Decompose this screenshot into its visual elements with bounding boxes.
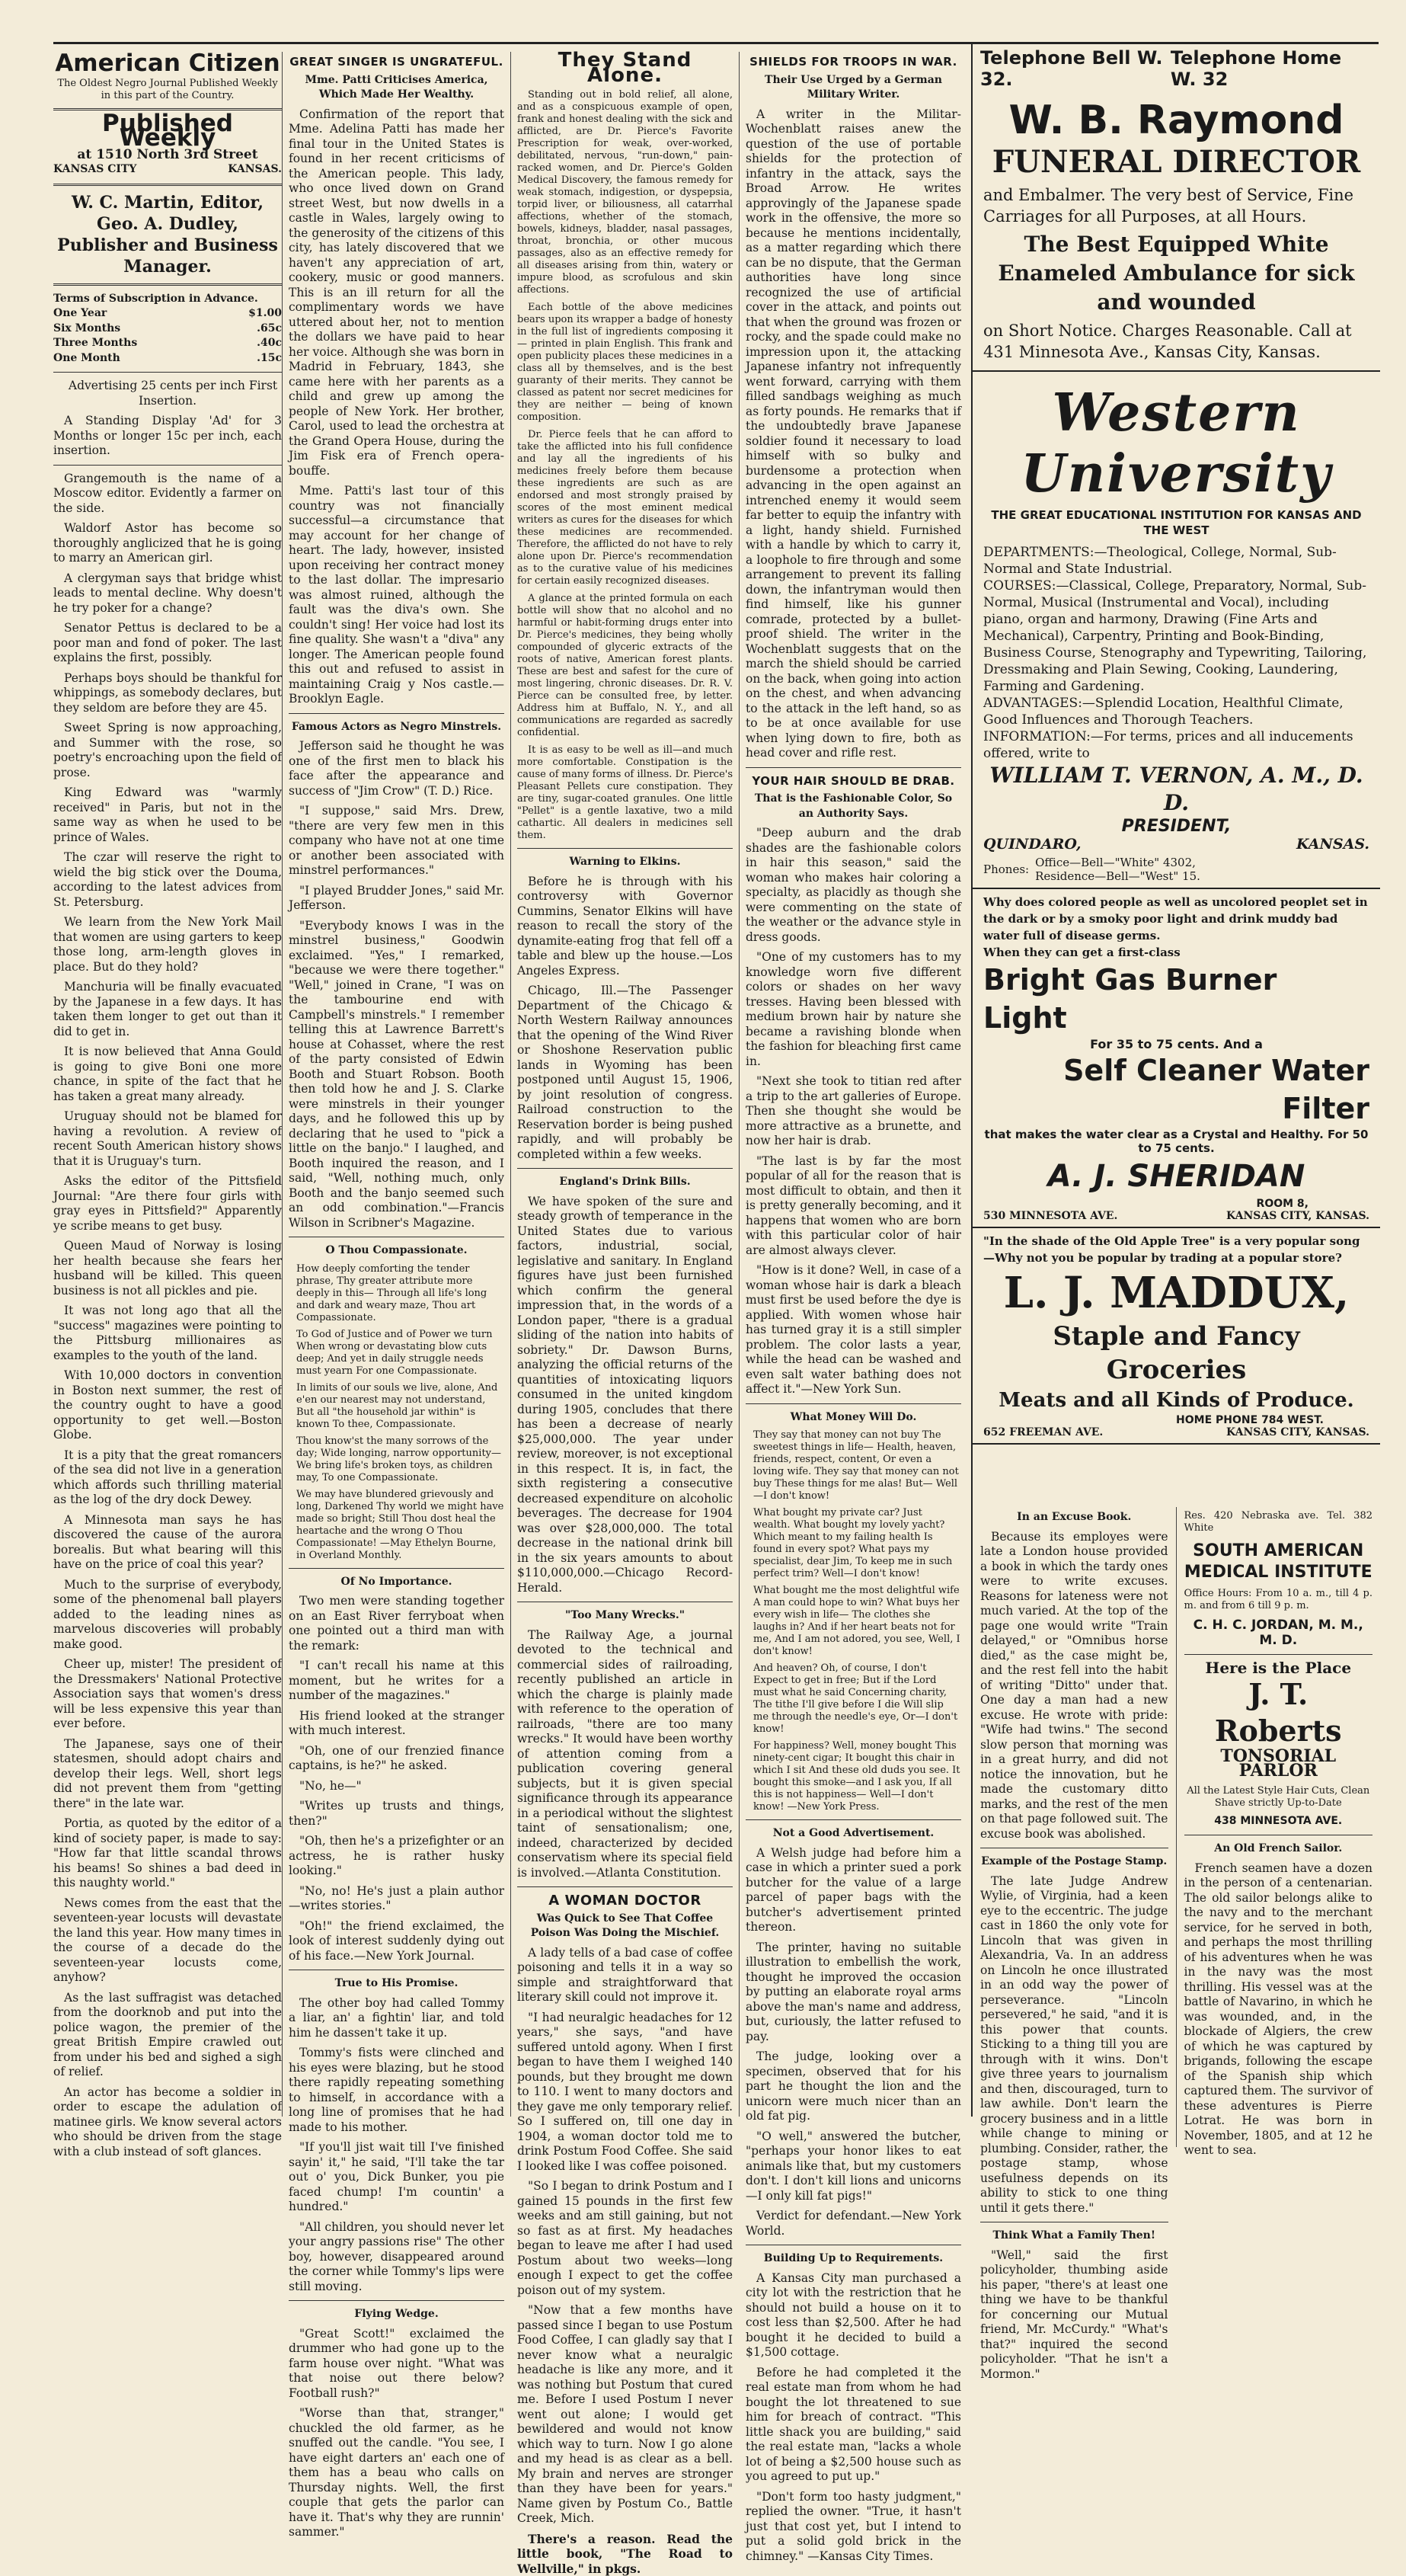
paragraph: The czar will reserve the right to wield the big stick over the Douma, according to the latest advices from St. Petersburg. bbox=[53, 850, 282, 910]
paragraph: "Oh!" the friend exclaimed, the look of interest suddenly dying out of his face.—New York Journal. bbox=[289, 1919, 504, 1964]
paragraph: The judge, looking over a specimen, observed that for his part he thought the lion and the unicorn were much nicer than an old fat pig. bbox=[746, 2050, 961, 2124]
paragraph: Manchuria will be finally evacuated by the Japanese in a few days. It has taken them longer to get out than it did to get in. bbox=[53, 980, 282, 1039]
poem-stanza: How deeply comforting the tender phrase, Thy greater attribute more deeply in this— Through all life's long and dark and weary maze, Thou art Compassionate. bbox=[296, 1263, 504, 1324]
paragraph: Waldorf Astor has become so thoroughly anglicized that he is going to marry an American girl. bbox=[53, 521, 282, 566]
paragraph: "Writes up trusts and things, then?" bbox=[289, 1799, 504, 1829]
paragraph: Tommy's fists were clinched and his eyes were blazing, but he stood there rapidly repeating something to himself, in accordance with a long line of promises that he had made to his mother. bbox=[289, 2046, 504, 2135]
bottom-left-column bbox=[973, 1507, 1177, 2147]
paragraph: An actor has become a soldier in order to escape the adulation of matinee girls. We know several actors who should be driven from the stage with a club instead of soft glances. bbox=[53, 2085, 282, 2160]
paragraph: Before he had completed it the real estate man from whom he had bought the lot threatened to sue him for breach of contract. "This little shack you are building," said the real estate man, "lacks a whole lot of being a $2,500 house such as you agreed to put up." bbox=[746, 2366, 961, 2485]
article-heading: Flying Wedge. bbox=[289, 2307, 504, 2322]
poem-heading: What Money Will Do. bbox=[746, 1410, 961, 1426]
paragraph: It is a pity that the great romancers of the sea did not live in a generation which affords such thrilling material as the log of the dry dock Dewey. bbox=[53, 1448, 282, 1508]
article-heading: Famous Actors as Negro Minstrels. bbox=[289, 720, 504, 735]
paragraph: "No, no! He's just a plain author—writes stories." bbox=[289, 1884, 504, 1914]
article-heading: They Stand Alone. bbox=[517, 53, 733, 83]
gas-price: For 35 to 75 cents. And a bbox=[983, 1037, 1369, 1051]
paragraph: News comes from the east that the seventeen-year locusts will devastate the land this year. How many times in the course of a decade do the seventeen-year locusts come, anyhow? bbox=[53, 1896, 282, 1986]
paragraph: Senator Pettus is declared to be a poor man and fond of poker. The last explains the first, possibly. bbox=[53, 621, 282, 666]
university-information: INFORMATION:—For terms, prices and all inducements offered, write to bbox=[983, 728, 1369, 762]
paragraph: Grangemouth is the name of a Moscow editor. Evidently a farmer on the side. bbox=[53, 472, 282, 517]
newspaper-page bbox=[53, 42, 1379, 2117]
article-heading: Warning to Elkins. bbox=[517, 855, 733, 870]
city-left: KANSAS CITY bbox=[53, 162, 136, 178]
paragraph: We learn from the New York Mail that women are using garters to keep those long, arm-length gloves in place. But do they hold? bbox=[53, 915, 282, 974]
paragraph: Mme. Patti's last tour of this country was not financially successful—a circumstance that may account for her change of heart. The lady, however, insisted upon receiving her contract money to the last dollar. The impresario was almost ruined, although the fault was the diva's own. She couldn't sing! Her voice had lost its fine quality. She wasn't a "diva" any longer. The American people found this out and refused to assist in maintaining Craig y Nos castle.—Brooklyn Eagle. bbox=[289, 484, 504, 707]
paragraph: The late Judge Andrew Wylie, of Virginia, had a keen eye to the eccentric. The judge cast in 1860 the only vote for Lincoln that was given in Alexandria, Va. In an address on Lincoln he once illustrated in an odd way the power of perseverance. "Lincoln persevered," he said, "and it is this power that counts. Sticking to a thing till you are through with it wins. Don't give three years to journalism and then, discouraged, turn to law awhile. Don't learn the grocery business and in a little while change to mining or plumbing. Consider, rather, the postage stamp, whose usefulness depends on its ability to stick to one thing until it gets there." bbox=[980, 1874, 1168, 2216]
paragraph: Verdict for defendant.—New York World. bbox=[746, 2209, 961, 2238]
maddux-name: L. J. MADDUX, bbox=[983, 1266, 1369, 1320]
paragraph: "Deep auburn and the drab shades are the fashionable colors in hair this season," said the woman who makes hair coloring a specialty, as placidly as though she were commenting on the state of the weather or the advance style in dress goods. bbox=[746, 826, 961, 945]
city-line bbox=[53, 162, 282, 178]
paragraph: "One of my customers has to my knowledge worn five different colors or shades on her wavy tresses. Having been blessed with medium brown hair by nature she became a ravishing blonde when the fashion for bleaching first came in. bbox=[746, 950, 961, 1069]
maddux-ad bbox=[973, 1228, 1380, 1445]
city-right: KANSAS. bbox=[228, 162, 282, 178]
paragraph: The other boy had called Tommy a liar, an' a fightin' liar, and told him he dassen't take it up. bbox=[289, 1996, 504, 2041]
paragraph: "Now that a few months have passed since I began to use Postum Food Coffee, I can gladly say that I never know what a neuralgic headache is like any more, and it was nothing but Postum that cured me. Before I used Postum I never went out alone; I would get bewildered and would not know which way to turn. Now I go alone and my head is as clear as a bell. My brain and nerves are stronger than they have been for years." Name given by Postum Co., Battle Creek, Mich. bbox=[517, 2303, 733, 2526]
paragraph: A Minnesota man says he has discovered the cause of the aurora borealis. But what bearing will this have on the price of coal this year? bbox=[53, 1513, 282, 1573]
paragraph: Queen Maud of Norway is losing her health because she fears her husband will be killed. This queen business is not all pickles and pie. bbox=[53, 1239, 282, 1298]
university-advantages: ADVANTAGES:—Splendid Location, Healthful Climate, Good Influences and Thorough Teachers. bbox=[983, 695, 1369, 728]
article-subheading: Mme. Patti Criticises America, Which Made Her Wealthy. bbox=[289, 73, 504, 103]
paragraph: "Well," said the first policyholder, thumbing aside his paper, "there's at least one thing we have to be thankful for concerning our Mutual friend, Mr. McCurdy." "What's that?" inquired the second policyholder. "That he isn't a Mormon." bbox=[980, 2248, 1168, 2382]
sheridan-room: ROOM 8, bbox=[983, 1198, 1369, 1210]
column-3 bbox=[510, 52, 739, 2117]
paragraph: Standing out in bold relief, all alone, and as a conspicuous example of open, frank and honest dealing with the sick and afflicted, are Dr. Pierce's Favorite Prescription for weak, over-worked, debilitated, nervous, "run-down," pain-racked women, and Dr. Pierce's Golden Medical Discovery, the famous remedy for weak stomach, indigestion, or dyspepsia, torpid liver, or biliousness, all catarrhal affections, whether of the stomach, bowels, kidneys, bladder, nasal passages, throat, bronchia, or other mucous passages, also as an effective remedy for all diseases arising from thin, watery or impure blood, as scrofulous and skin affections. bbox=[517, 89, 733, 296]
article-heading: England's Drink Bills. bbox=[517, 1175, 733, 1190]
editor: W. C. Martin, Editor, bbox=[53, 192, 282, 213]
paragraph: Asks the editor of the Pittsfield Journal: "Are there four girls with gray eyes in Pittsfield?" Apparently ye scribe means to get busy. bbox=[53, 1174, 282, 1234]
paragraph: Jefferson said he thought he was one of the first men to black his face after the appearance and success of "Jim Crow" (T. D.) Rice. bbox=[289, 739, 504, 798]
paragraph: A lady tells of a bad case of coffee poisoning and tells it in a way so simple and straightforward that literary skill could not improve it. bbox=[517, 1946, 733, 2005]
paragraph: "No, he—" bbox=[289, 1779, 504, 1794]
place-heading: Here is the Place bbox=[1184, 1661, 1373, 1676]
roberts-parlor: TONSORIAL PARLOR bbox=[1184, 1749, 1373, 1779]
paragraph: "How is it done? Well, in case of a woman whose hair is dark a bleach must first be used before the dye is applied. With women whose hair has turned gray it is a still simpler problem. The color lasts a year, while the head can be washed and even salt water bathing does not affect it."—New York Sun. bbox=[746, 1263, 961, 1397]
paragraph: "Oh, one of our frenzied finance captains, is he?" he asked. bbox=[289, 1744, 504, 1774]
paragraph: "I played Brudder Jones," said Mr. Jefferson. bbox=[289, 884, 504, 914]
article-heading: YOUR HAIR SHOULD BE DRAB. bbox=[746, 774, 961, 789]
institute-name-1: SOUTH AMERICAN bbox=[1184, 1541, 1373, 1562]
advertisement-column bbox=[971, 44, 1380, 2117]
terms-row: One Month .15c bbox=[53, 351, 282, 366]
raymond-line-2: The Best Equipped White Enameled Ambulance for sick and wounded bbox=[983, 230, 1369, 317]
raymond-title: FUNERAL DIRECTOR bbox=[983, 143, 1369, 181]
article-subheading: Was Quick to See That Coffee Poison Was Doing the Mischief. bbox=[517, 1912, 733, 1941]
terms-table bbox=[53, 306, 282, 366]
paragraph: Cheer up, mister! The president of the Dressmakers' National Protective Association says that women's dress will be less expensive this year than ever before. bbox=[53, 1657, 282, 1732]
column-4 bbox=[739, 52, 967, 2117]
bottom-split bbox=[973, 1507, 1380, 2147]
paragraph: "Everybody knows I was in the minstrel business," Goodwin exclaimed. "Yes," I remarked, "because we were there together." "Well," joined in Crane, "I was on the tambourine end with Campbell's minstrels." I remember telling this at Lawrence Barrett's house at Cohasset, where the rest of the party consisted of Edwin Booth and Stuart Robson. Booth then told how he and J. S. Clarke were minstrels in their younger days, and he followed this up by declaring that he used to "pick a little on the banjo." I laughed, and Booth inquired the reason, and I said, "Well, nothing much, only Booth and the banjo seemed such an odd combination."—Francis Wilson in Scribner's Magazine. bbox=[289, 919, 504, 1231]
published-weekly: Published Weekly bbox=[53, 117, 282, 146]
paragraph: "I suppose," said Mrs. Drew, "there are very few men in this company who have not at one time or another been associated with minstrel performances." bbox=[289, 804, 504, 878]
paragraph: "I had neuralgic headaches for 12 years," she says, "and have suffered untold agony. When I first began to have them I weighed 140 pounds, but they brought me down to 110. I went to many doctors and they gave me only temporary relief. So I suffered on, till one day in 1904, a woman doctor told me to drink Postum Food Coffee. She said I looked like I was coffee poisoned. bbox=[517, 2011, 733, 2174]
article-subheading: That is the Fashionable Color, So an Authority Says. bbox=[746, 792, 961, 821]
paragraph: It was not long ago that all the "success" magazines were pointing to the Pittsburg millionaires as examples to the youth of the land. bbox=[53, 1304, 282, 1363]
terms-row: One Year $1.00 bbox=[53, 306, 282, 322]
institute-residence: Res. 420 Nebraska ave. Tel. 382 White bbox=[1184, 1510, 1373, 1534]
paragraph: It is now believed that Anna Gould is going to give Boni one more chance, in spite of the fact that he has taken a great many already. bbox=[53, 1045, 282, 1104]
column-2 bbox=[282, 52, 510, 2117]
article-heading: Not a Good Advertisement. bbox=[746, 1826, 961, 1842]
maddux-meats: Meats and all Kinds of Produce. bbox=[983, 1387, 1369, 1414]
sheridan-address: 530 MINNESOTA AVE. KANSAS CITY, KANSAS. bbox=[983, 1210, 1369, 1222]
article-heading: An Old French Sailor. bbox=[1184, 1842, 1373, 1857]
poem-stanza: To God of Justice and of Power we turn When wrong or devastating blow cuts deep; And yet in daily struggle needs must yearn For one Compassionate. bbox=[296, 1329, 504, 1378]
paragraph: Dr. Pierce feels that he can afford to take the afflicted into his full confidence and lay all the ingredients of his medicines freely before them because these ingredients are such as are endorsed and most strongly praised by scores of the most eminent medical writers as cures for the diseases for which these medicines are recommended. Therefore, the afflicted do not have to rely alone upon Dr. Pierce's recommendation as to the curative value of his medicines for certain easily recognized diseases. bbox=[517, 429, 733, 587]
paragraph: A Welsh judge had before him a case in which a printer sued a pork butcher for the value of a large parcel of paper bags with the butcher's advertisement printed thereon. bbox=[746, 1846, 961, 1935]
gas-question-2: When they can get a first-class bbox=[983, 944, 1369, 961]
bottom-right-column bbox=[1177, 1507, 1381, 2147]
maddux-phone: HOME PHONE 784 WEST. bbox=[983, 1414, 1369, 1426]
advertising-rate: Advertising 25 cents per inch First Insertion. bbox=[53, 379, 282, 408]
article-heading: Think What a Family Then! bbox=[980, 2229, 1168, 2244]
telephone-home: Telephone Home W. 32 bbox=[1171, 47, 1372, 90]
paragraph: A clergyman says that bridge whist leads to mental decline. Why doesn't he try poker for a change? bbox=[53, 571, 282, 616]
paragraph: "Worse than that, stranger," chuckled the old farmer, as he snuffed out the candle. "You see, I have eight darters an' each one of them has a beau who calls on Thursday nights. Well, the first couple that gets the parlor can have it. That's why they are runnin' sammer." bbox=[289, 2406, 504, 2540]
raymond-line-3: on Short Notice. Charges Reasonable. Call at 431 Minnesota Ave., Kansas City, Kansas. bbox=[983, 320, 1369, 363]
paragraph: His friend looked at the stranger with much interest. bbox=[289, 1709, 504, 1739]
paragraph: Portia, as quoted by the editor of a kind of society paper, is made to say: "How far that little scandal throws his beams! So shines a bad deed in this naughty world." bbox=[53, 1816, 282, 1891]
paragraph: A glance at the printed formula on each bottle will show that no alcohol and no harmful or habit-forming drugs enter into Dr. Pierce's medicines, they being wholly compounded of glyceric extracts of the roots of native, American forest plants. These are best and safest for the cure of most lingering, chronic diseases. Dr. R. V. Pierce can be consulted free, by letter. Address him at Buffalo, N. Y., and all communications are regarded as sacredly confidential. bbox=[517, 593, 733, 739]
article-heading: Of No Importance. bbox=[289, 1575, 504, 1590]
paragraph: The printer, having no suitable illustration to embellish the work, thought he improved the occasion by putting an elaborate royal arms above the man's name and address, but, curiously, the latter refused to pay. bbox=[746, 1941, 961, 2045]
paragraph: "Don't form too hasty judgment," replied the owner. "True, it hasn't just that cost yet, but I intend to put a solid gold brick in the chimney." —Kansas City Times. bbox=[746, 2490, 961, 2565]
gas-burner-heading: Bright Gas Burner Light bbox=[983, 961, 1369, 1037]
article-heading: True to His Promise. bbox=[289, 1976, 504, 1992]
university-courses: COURSES:—Classical, College, Preparatory, Normal, Sub-Normal, Musical (Instrumental and Vocal), including piano, organ and harmony, Drawing (Fine Arts and Mechanical), Carpentry, Printing and Book-Binding, Business Course, Stenography and Typewriting, Tailoring, Dressmaking and Plain Sewing, Cooking, Laundering, Farming and Gardening. bbox=[983, 578, 1369, 695]
paragraph: We have spoken of the sure and steady growth of temperance in the United States due to various factors, industrial, social, legislative and sanitary. In England figures have just been furnished which confirm the general impression that, in the words of a London paper, "there is a gradual sliding of the nation into habits of sobriety." Dr. Dawson Burns, analyzing the official returns of the quantities of intoxicating liquors consumed in the united kingdom during 1905, concludes that there has been a decrease of nearly $25,000,000. The year under review, moreover, is not exceptional in this respect. It is, in fact, the sixth registering a consecutive decreased expenditure on alcoholic beverages. The decrease for 1904 was over $28,000,000. The total decrease in the national drink bill in the six years amounts to about $110,000,000.—Chicago Record-Herald. bbox=[517, 1195, 733, 1596]
maddux-question: "In the shade of the Old Apple Tree" is a very popular song—Why not you be popular by trading at a popular store? bbox=[983, 1233, 1369, 1266]
poem-stanza: In limits of our souls we live, alone, And e'en our nearest may not understand, But all "the household jar within" is known To thee, Compassionate. bbox=[296, 1382, 504, 1431]
poem-heading: O Thou Compassionate. bbox=[289, 1243, 504, 1259]
article-heading: Building Up to Requirements. bbox=[746, 2251, 961, 2267]
phones-label: Phones: bbox=[983, 862, 1029, 876]
roberts-address: 438 MINNESOTA AVE. bbox=[1184, 1814, 1373, 1829]
paragraph: Each bottle of the above medicines bears upon its wrapper a badge of honesty in the full list of ingredients composing it — printed in plain English. This frank and open publicity places these medicines in a class all by themselves, and is the best guaranty of their merits. They cannot be classed as patent nor secret medicines for they are neither — being of known composition. bbox=[517, 302, 733, 424]
masthead-title: American Citizen bbox=[53, 56, 282, 72]
poem-stanza: What bought my private car? Just wealth. What bought my lovely yacht? Which meant to my failing health Is found in every spot? What pays my specialist, dear Jim, To keep me in such perfect trim? Well—I don't know! bbox=[753, 1507, 961, 1580]
column-1 bbox=[53, 52, 282, 2117]
poem-stanza: And heaven? Oh, of course, I don't Expect to get in free; But if the Lord must what he said Concerning charity, The tithe I'll give before I die Will slip me through the needle's eye, Or—I don't know! bbox=[753, 1662, 961, 1736]
article-heading: Example of the Postage Stamp. bbox=[980, 1854, 1168, 1870]
article-heading: "Too Many Wrecks." bbox=[517, 1608, 733, 1624]
article-heading: A WOMAN DOCTOR bbox=[517, 1893, 733, 1909]
water-filter-heading: Self Cleaner Water Filter bbox=[983, 1051, 1369, 1128]
paragraph: It is as easy to be well as ill—and much more comfortable. Constipation is the cause of many forms of illness. Dr. Pierce's Pleasant Pellets cure constipation. They are tiny, sugar-coated granules. One little "Pellet" is a gentle laxative, two a mild cathartic. All dealers in medicines sell them. bbox=[517, 744, 733, 842]
gas-question: Why does colored people as well as uncolored peoplet set in the dark or by a smoky poor light and drink muddy bad water full of disease germs. bbox=[983, 894, 1369, 944]
masthead-tagline: The Oldest Negro Journal Published Weekly in this part of the Country. bbox=[53, 78, 282, 102]
western-university-ad bbox=[973, 372, 1380, 889]
raymond-line-1: and Embalmer. The very best of Service, Fine Carriages for all Purposes, at all Hours. bbox=[983, 184, 1369, 227]
display-rate: A Standing Display 'Ad' for 3 Months or longer 15c per inch, each insertion. bbox=[53, 414, 282, 459]
sheridan-ad bbox=[973, 889, 1380, 1228]
university-location: QUINDARO, KANSAS. bbox=[983, 836, 1369, 853]
paragraph: A writer in the Militar-Wochenblatt raises anew the question of the use of portable shields for the protection of infantry in the attack, says the Broad Arrow. He writes approvingly of the Japanese spade work in the offensive, the more so because he mentions incidentally, as a matter regarding which there can be no dispute, that the German authorities have long since recognized the use of artificial cover in the attack, and points out that when the ground was frozen or rocky, and the spade could make no impression upon it, the attacking Japanese infantry not infrequently went forward, carrying with them filled sandbags weighing as much as forty pounds. He remarks that if the undoubtedly brave Japanese soldier found it necessary to load himself with so bulky and burdensome a protection when advancing in the open against an intrenched enemy it would seem far better to equip the infantry with a light, handy shield. Furnished with a handle by which to carry it, a loophole to fire through and some arrangement to prevent its falling down, the infantryman would then find himself, like his gunner comrade, protected by a bullet-proof shield. The writer in the Wochenblatt suggests that on the march the shield should be carried on the back, when going into action on the chest, and when advancing to the attack in the left hand, so as to be at once available for use when lying down to fire, both as head cover and rifle rest. bbox=[746, 107, 961, 761]
paragraph: Chicago, Ill.—The Passenger Department of the Chicago & North Western Railway announces that the opening of the Wind River or Shoshone Reservation public lands in Wyoming has been postponed until August 15, 1906, by joint resolution of congress. Railroad construction to the Reservation border is being pushed rapidly, and will probably be completed within a few weeks. bbox=[517, 984, 733, 1162]
paragraph: "So I began to drink Postum and I gained 15 pounds in the first few weeks and am still gaining, but not so fast as at first. My headaches began to leave me after I had used Postum about two weeks—long enough I expect to get the coffee poison out of my system. bbox=[517, 2179, 733, 2298]
paragraph: The Railway Age, a journal devoted to the technical and commercial sides of railroading, recently published an article in which the charge is plainly made with reference to the operation of railroads, "there are too many wrecks." It would have been worthy of attention coming from a publication covering general subjects, but it is given special significance through its appearance in a periodical without the slightest taint of sensationalism; one, indeed, characterized by decided conservatism where its special field is involved.—Atlanta Constitution. bbox=[517, 1628, 733, 1881]
paragraph: A Kansas City man purchased a city lot with the restriction that he should not build a house on it to cost less than $2,500. After he had bought it he decided to build a $1,500 cottage. bbox=[746, 2271, 961, 2360]
paragraph: The Japanese, says one of their statesmen, should adopt chairs and develop their legs. Well, short legs did not prevent them from "getting there" in the late war. bbox=[53, 1737, 282, 1812]
maddux-groceries: Staple and Fancy Groceries bbox=[983, 1320, 1369, 1387]
paragraph: Two men were standing together on an East River ferryboat when one pointed out a third man with the remark: bbox=[289, 1594, 504, 1653]
president-title: PRESIDENT, bbox=[983, 817, 1369, 836]
president-name: WILLIAM T. VERNON, A. M., D. D. bbox=[983, 762, 1369, 817]
paragraph: Uruguay should not be blamed for having a revolution. A review of recent South American history shows that it is Uruguay's turn. bbox=[53, 1109, 282, 1169]
paragraph: Perhaps boys should be thankful for whippings, as somebody declares, but they seldom are before they are 45. bbox=[53, 671, 282, 716]
university-subtitle: THE GREAT EDUCATIONAL INSTITUTION FOR KANSAS AND THE WEST bbox=[983, 507, 1369, 538]
terms-row: Six Months .65c bbox=[53, 322, 282, 337]
filter-price: that makes the water clear as a Crystal and Healthy. For 50 to 75 cents. bbox=[983, 1128, 1369, 1155]
institute-doctor: C. H. C. JORDAN, M. M., M. D. bbox=[1184, 1618, 1373, 1648]
address: at 1510 North 3rd Street bbox=[53, 148, 282, 163]
paragraph: Much to the surprise of everybody, some of the phenomenal ball players added to the leading nines as marvelous discoveries will probably make good. bbox=[53, 1578, 282, 1653]
paragraph: Sweet Spring is now approaching, and Summer with the rose, so poetry's encroaching upon the field of prose. bbox=[53, 721, 282, 780]
poem-stanza: We may have blundered grievously and long, Darkened Thy world we might have made so bright; Still Thou dost heal the heartache and the wrong O Thou Compassionate! —May Ethelyn Bourne, in Overland Monthly. bbox=[296, 1489, 504, 1562]
telephone-bell: Telephone Bell W. 32. bbox=[980, 47, 1171, 90]
paragraph: "O well," answered the butcher, "perhaps your honor likes to eat animals like that, but my customers don't. I don't kill lions and unicorns —I only kill fat pigs!" bbox=[746, 2130, 961, 2204]
article-heading: SHIELDS FOR TROOPS IN WAR. bbox=[746, 55, 961, 70]
paragraph: "Great Scott!" exclaimed the drummer who had gone up to the farm house over night. "What was that noise out there below? Football rush?" bbox=[289, 2327, 504, 2402]
institute-hours: Office Hours: From 10 a. m., till 4 p. m. and from 6 till 9 p. m. bbox=[1184, 1588, 1373, 1612]
raymond-ad bbox=[973, 93, 1380, 372]
poem-stanza: Thou know'st the many sorrows of the day; Wide longing, narrow opportunity— We bring life's broken toys, as children may, To one Compassionate. bbox=[296, 1435, 504, 1484]
paragraph: "Oh, then he's a prizefighter or an actress, he is rather husky looking." bbox=[289, 1834, 504, 1879]
telephone-line bbox=[973, 44, 1380, 93]
sheridan-name: A. J. SHERIDAN bbox=[983, 1155, 1369, 1198]
paragraph: French seamen have a dozen in the person of a centenarian. The old sailor belongs alike to the navy and to the merchant service, for he served in both, and perhaps the most thrilling of his adventures when he was in the navy was the most thrilling. His vessel was at the battle of Navarino, in which he was wounded, and, in the blockade of Algiers, the crew of which he was captured by brigands, following the escape of the Spanish ship which captured them. The survivor of these adventures is Pierre Lotrat. He was born in November, 1805, and at 12 he went to sea. bbox=[1184, 1861, 1373, 2158]
poem-stanza: What bought me the most delightful wife A man could hope to win? What buys her every wish in life— The clothes she laughs in? And if her heart beats not for me, And I am not adored, you see, Well, I don't know! bbox=[753, 1585, 961, 1658]
manager: Geo. A. Dudley, Publisher and Business Manager. bbox=[53, 213, 282, 277]
paragraph: King Edward was "warmly received" in Paris, but not in the same way as when he used to be prince of Wales. bbox=[53, 786, 282, 845]
paragraph: "I can't recall his name at this moment, but he writes for a number of the magazines." bbox=[289, 1659, 504, 1704]
maddux-address: 652 FREEMAN AVE. KANSAS CITY, KANSAS. bbox=[983, 1426, 1369, 1438]
paragraph: "Next she took to titian red after a trip to the art galleries of Europe. Then she thought she would be more attractive as a brunette, and now her hair is drab. bbox=[746, 1074, 961, 1149]
poem-stanza: They say that money can not buy The sweetest things in life— Health, heaven, friends, respect, content, Or even a loving wife. They say that money can not buy These things for me alas! But— Well—I don't know! bbox=[753, 1429, 961, 1502]
paragraph: There's a reason. Read the little book, "The Road to Wellville," in pkgs. bbox=[517, 2532, 733, 2576]
terms-row: Three Months .40c bbox=[53, 336, 282, 351]
university-name: Western University bbox=[983, 382, 1369, 504]
roberts-name: J. T. Roberts bbox=[1184, 1676, 1373, 1749]
paragraph: Before he is through with his controversy with Governor Cummins, Senator Elkins will have reason to recall the story of the dynamite-eating frog that fell off a table and blew up the house.—Los Angeles Express. bbox=[517, 875, 733, 979]
raymond-name: W. B. Raymond bbox=[983, 98, 1369, 143]
terms-heading: Terms of Subscription in Advance. bbox=[53, 292, 282, 307]
paragraph: Confirmation of the report that Mme. Adelina Patti has made her final tour in the United States is found in her recent criticisms of the American people. This lady, who once lived down on Grand street West, but now dwells in a castle in Wales, largely owing to the generosity of the citizens of this city, has lately discovered that we haven't any appreciation of art, cookery, music or good manners. This is an ill return for all the complimentary words we have uttered about her, not to mention the dollars we have paid to hear her voice. Although she was born in Madrid in February, 1843, she came here with her parents as a child and grew up among the people of New York. Her brother, Carol, used to lead the orchestra at the Grand Opera House, during the Jim Fisk era of French opera-bouffe. bbox=[289, 107, 504, 479]
article-heading: In an Excuse Book. bbox=[980, 1510, 1168, 1525]
paragraph: Because its employes were late a London house provided a book in which the tardy ones were to write excuses. Reasons for lateness were not much varied. At the top of the page one would write "Train delayed," or "Omnibus horse died," as the case might be, and the rest fell into the habit of writing "Ditto" under that. One day a man had a new excuse. He wrote with pride: "Wife had twins." The second slow person that morning was in a great hurry, and did not notice the innovation, but he made the customary ditto marks, and the rest of the men on that page followed suit. The excuse book was abolished. bbox=[980, 1530, 1168, 1842]
article-subheading: Their Use Urged by a German Military Writer. bbox=[746, 73, 961, 103]
paragraph: With 10,000 doctors in convention in Boston next summer, the rest of the country ought to have a good opportunity to get well.—Boston Globe. bbox=[53, 1368, 282, 1443]
university-departments: DEPARTMENTS:—Theological, College, Normal, Sub-Normal and State Industrial. bbox=[983, 544, 1369, 578]
roberts-styles: All the Latest Style Hair Cuts, Clean Shave strictly Up-to-Date bbox=[1184, 1785, 1373, 1810]
paragraph: "The last is by far the most popular of all for the reason that is most difficult to obtain, and then it is pretty generally becoming, and it happens that women who are born with this particular color of hair are almost always clever. bbox=[746, 1154, 961, 1259]
article-heading: GREAT SINGER IS UNGRATEFUL. bbox=[289, 55, 504, 70]
paragraph: As the last suffragist was detached from the doorknob and put into the police wagon, the premier of the great British Empire crawled out from under his bed and sighed a sigh of relief. bbox=[53, 1991, 282, 2080]
poem-stanza: For happiness? Well, money bought This ninety-cent cigar; It bought this chair in which I sit And these old duds you see. It bought this smoke—and I ask you, If all this is not happiness— Well—I don't know! —New York Press. bbox=[753, 1740, 961, 1813]
institute-name-2: MEDICAL INSTITUTE bbox=[1184, 1562, 1373, 1583]
paragraph-list bbox=[53, 472, 282, 2160]
paragraph: "If you'll jist wait till I've finished sayin' it," he said, "I'll take the tar out o' you, Dick Bunker, you pie faced chump! I'm countin' a hundred." bbox=[289, 2140, 504, 2215]
paragraph: "All children, you should never let your angry passions rise" The other boy, however, disappeared around the corner while Tommy's lips were still moving. bbox=[289, 2220, 504, 2295]
university-phones: Phones: Office—Bell—"White" 4302, Residence—Bell—"West" 15. bbox=[983, 856, 1369, 883]
